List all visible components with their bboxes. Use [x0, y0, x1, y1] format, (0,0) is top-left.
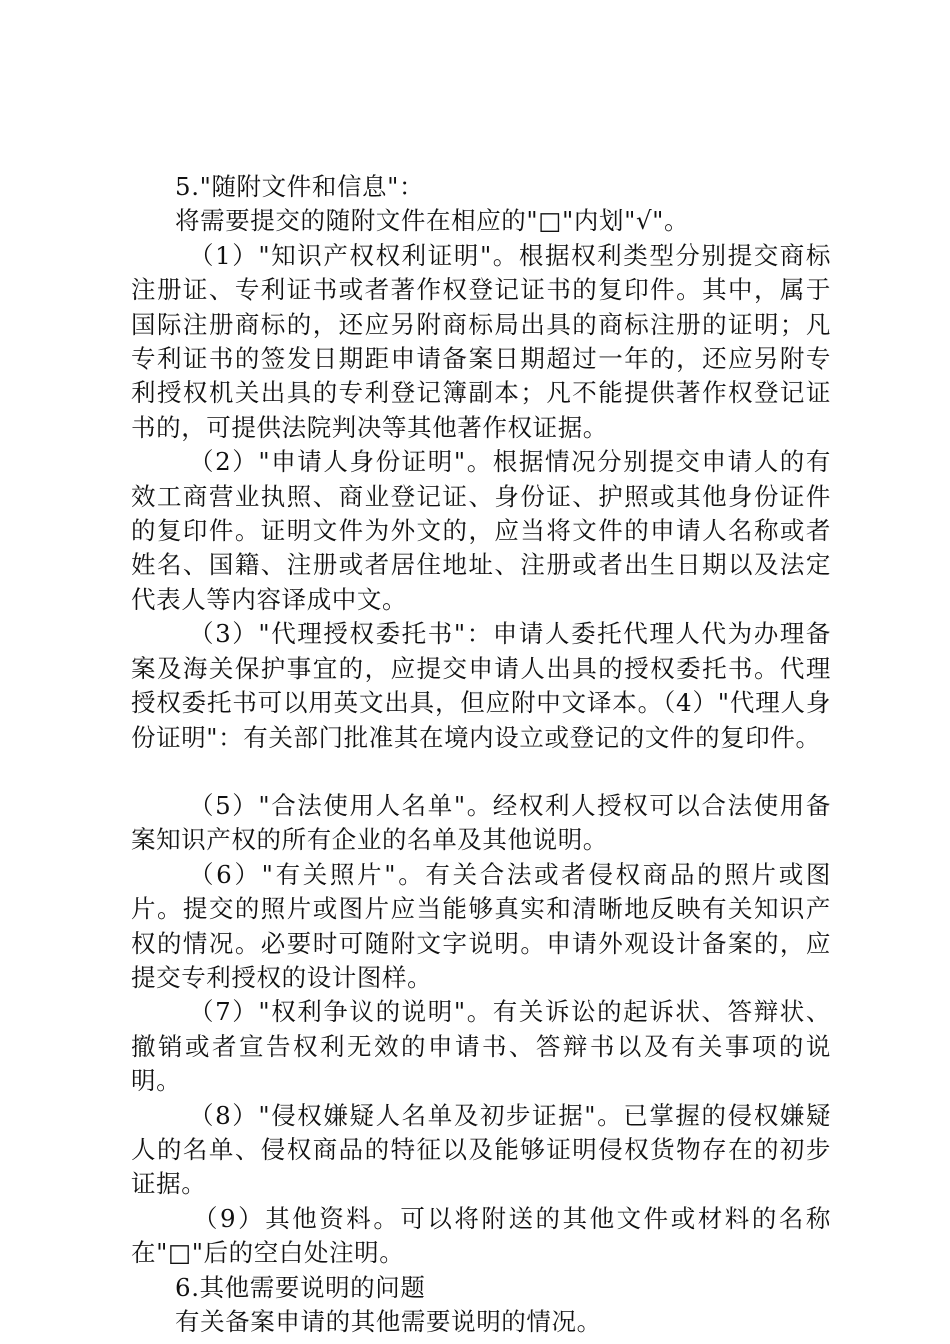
section-6-heading: 6.其他需要说明的问题	[175, 1272, 426, 1302]
item-5-paragraph: （5）"合法使用人名单"。经权利人授权可以合法使用备案知识产权的所有企业的名单及其他说明。	[131, 790, 831, 855]
item-3-4-paragraph: （3）"代理授权委托书"：申请人委托代理人代为办理备案及海关保护事宜的，应提交申请人出具的授权委托书。代理授权委托书可以用英文出具，但应附中文译本。（4）"代理人身份证明"：有关部门批准其在境内设立或登记的文件的复印件。	[131, 619, 831, 752]
document-body	[131, 170, 831, 1339]
item-2-paragraph: （2）"申请人身份证明"。根据情况分别提交申请人的有效工商营业执照、商业登记证、身份证、护照或其他身份证件的复印件。证明文件为外文的，应当将文件的申请人名称或者姓名、国籍、注册或者居住地址、注册或者出生日期以及法定代表人等内容译成中文。	[131, 447, 831, 614]
item-8-paragraph: （8）"侵权嫌疑人名单及初步证据"。已掌握的侵权嫌疑人的名单、侵权商品的特征以及能够证明侵权货物存在的初步证据。	[131, 1100, 831, 1199]
item-7-paragraph: （7）"权利争议的说明"。有关诉讼的起诉状、答辩状、撤销或者宣告权利无效的申请书、答辩书以及有关事项的说明。	[131, 997, 831, 1096]
section-5-intro: 将需要提交的随附文件在相应的"□"内划"√"。	[175, 206, 690, 236]
item-9-paragraph: （9）其他资料。可以将附送的其他文件或材料的名称在"□"后的空白处注明。	[131, 1203, 831, 1268]
paragraph-spacer	[131, 755, 831, 789]
item-6-paragraph: （6）"有关照片"。有关合法或者侵权商品的照片或图片。提交的照片或图片应当能够真实和清晰地反映有关知识产权的情况。必要时可随附文字说明。申请外观设计备案的，应提交专利授权的设计图样。	[131, 859, 831, 992]
section-5-heading: 5."随附文件和信息"：	[175, 172, 425, 201]
section-6-body: 有关备案申请的其他需要说明的情况。	[175, 1307, 602, 1336]
item-1-paragraph: （1）"知识产权权利证明"。根据权利类型分别提交商标注册证、专利证书或者著作权登记证书的复印件。其中，属于国际注册商标的，还应另附商标局出具的商标注册的证明；凡专利证书的签发日期距申请备案日期超过一年的，还应另附专利授权机关出具的专利登记簿副本；凡不能提供著作权登记证书的，可提供法院判决等其他著作权证据。	[131, 240, 831, 442]
